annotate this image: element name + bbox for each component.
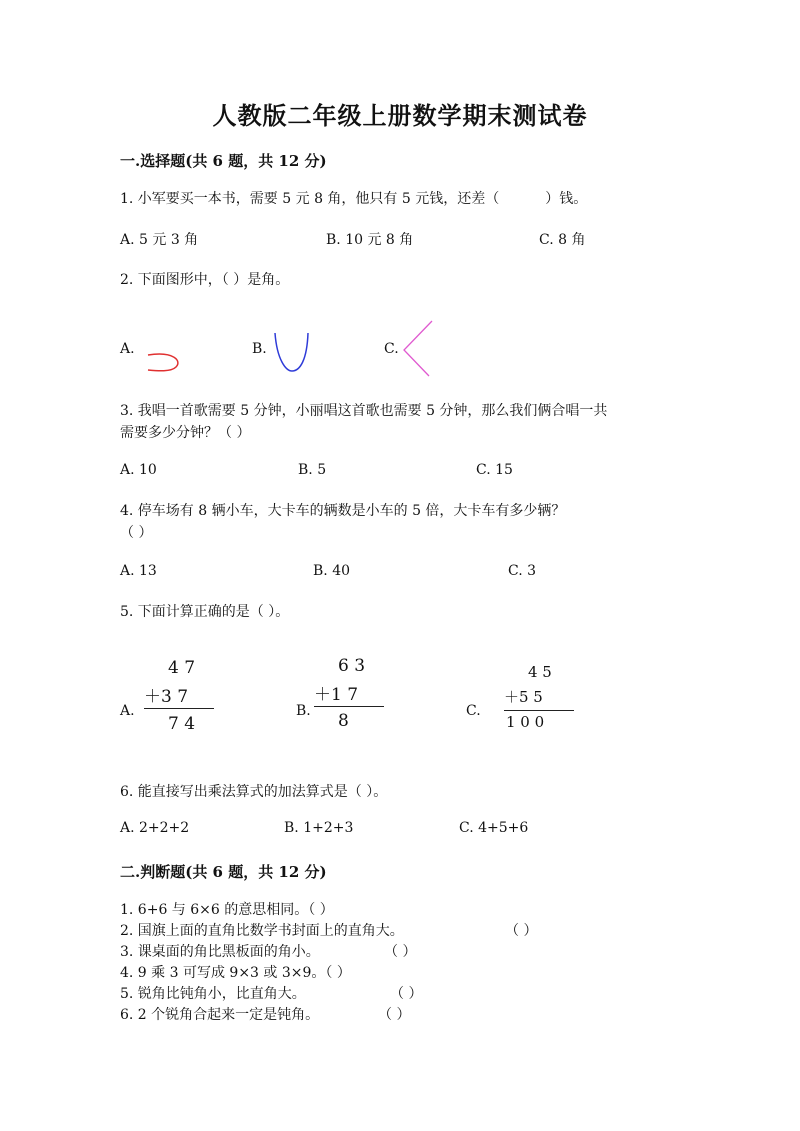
curve-shape-a-icon <box>146 350 186 376</box>
judge-item-4: 4. 9 乘 3 可写成 9×3 或 3×9。（ ） <box>120 965 351 981</box>
addend-top-a: 4 7 <box>168 658 196 678</box>
judge-item-3-paren[interactable]: （ ） <box>384 944 417 960</box>
page-title: 人教版二年级上册数学期末测试卷 <box>212 101 588 130</box>
question-3-line-2: 需要多少分钟？（ ） <box>120 425 251 441</box>
sum-result-b: 8 <box>338 711 349 731</box>
vertical-addition-c <box>500 663 580 743</box>
addend-top-c: 4 5 <box>528 663 552 681</box>
parabola-shape-b-icon <box>272 330 312 375</box>
q5-option-c-label[interactable]: C. <box>466 703 481 719</box>
judge-item-5 <box>120 983 423 1003</box>
q4-option-c[interactable]: C. 3 <box>508 563 537 579</box>
q4-option-a[interactable]: A. 13 <box>120 563 157 579</box>
question-5: 5. 下面计算正确的是（ ）。 <box>120 604 290 620</box>
judge-item-2-text: 2. 国旗上面的直角比数学书封面上的直角大。 <box>120 923 404 939</box>
q5-option-b-label[interactable]: B. <box>296 703 311 719</box>
judge-item-3 <box>120 941 417 961</box>
judge-item-6 <box>120 1004 411 1024</box>
question-1 <box>120 188 587 208</box>
question-6: 6. 能直接写出乘法算式的加法算式是（ ）。 <box>120 784 388 800</box>
sum-result-a: 7 4 <box>168 714 196 734</box>
q2-option-c-label[interactable]: C. <box>384 341 399 357</box>
addend-top-b: 6 3 <box>338 656 366 676</box>
judge-item-6-text: 6. 2 个锐角合起来一定是钝角。 <box>120 1007 320 1023</box>
judge-item-3-text: 3. 课桌面的角比黑板面的角小。 <box>120 944 320 960</box>
question-3-line-1: 3. 我唱一首歌需要 5 分钟，小丽唱这首歌也需要 5 分钟，那么我们俩合唱一共 <box>120 403 608 419</box>
judge-item-5-paren[interactable]: （ ） <box>390 986 423 1002</box>
judge-item-2 <box>120 920 538 940</box>
q2-option-a-label[interactable]: A. <box>120 341 135 357</box>
q1-option-c[interactable]: C. 8 角 <box>539 232 586 248</box>
q6-option-a[interactable]: A. 2+2+2 <box>120 820 190 836</box>
section-heading-judge: 二.判断题(共 6 题，共 12 分) <box>120 863 327 881</box>
addend-bottom-c: ＋5 5 <box>504 688 543 706</box>
question-4-line-1: 4. 停车场有 8 辆小车，大卡车的辆数是小车的 5 倍，大卡车有多少辆？ <box>120 503 566 519</box>
question-1-text-b: ）钱。 <box>545 191 588 207</box>
q3-option-b[interactable]: B. 5 <box>298 462 327 478</box>
question-4-line-2: （ ） <box>120 525 153 541</box>
vertical-addition-b <box>312 656 392 736</box>
addend-bottom-a: ＋3 7 <box>144 687 189 707</box>
judge-item-1: 1. 6+6 与 6×6 的意思相同。（ ） <box>120 902 334 918</box>
q2-option-b-label[interactable]: B. <box>252 341 267 357</box>
sum-line-b <box>314 706 384 707</box>
sum-line-a <box>144 708 214 709</box>
question-2: 2. 下面图形中，（ ）是角。 <box>120 272 290 288</box>
sum-result-c: 1 0 0 <box>506 713 545 731</box>
sum-line-c <box>504 710 574 711</box>
vertical-addition-a <box>142 658 222 738</box>
q3-option-a[interactable]: A. 10 <box>120 462 157 478</box>
q3-option-c[interactable]: C. 15 <box>476 462 513 478</box>
addend-bottom-b: ＋1 7 <box>314 685 359 705</box>
judge-item-6-paren[interactable]: （ ） <box>378 1007 411 1023</box>
q6-option-b[interactable]: B. 1+2+3 <box>284 820 354 836</box>
q1-option-a[interactable]: A. 5 元 3 角 <box>120 232 199 248</box>
q4-option-b[interactable]: B. 40 <box>313 563 351 579</box>
judge-item-2-paren[interactable]: （ ） <box>505 923 538 939</box>
q6-option-c[interactable]: C. 4+5+6 <box>459 820 529 836</box>
angle-shape-c-icon <box>400 318 436 380</box>
question-1-text-a: 1. 小军要买一本书，需要 5 元 8 角，他只有 5 元钱，还差（ <box>120 191 500 207</box>
q1-option-b[interactable]: B. 10 元 8 角 <box>326 232 414 248</box>
q5-option-a-label[interactable]: A. <box>120 703 135 719</box>
section-heading-choice: 一.选择题(共 6 题，共 12 分) <box>120 152 327 170</box>
judge-item-5-text: 5. 锐角比钝角小，比直角大。 <box>120 986 306 1002</box>
